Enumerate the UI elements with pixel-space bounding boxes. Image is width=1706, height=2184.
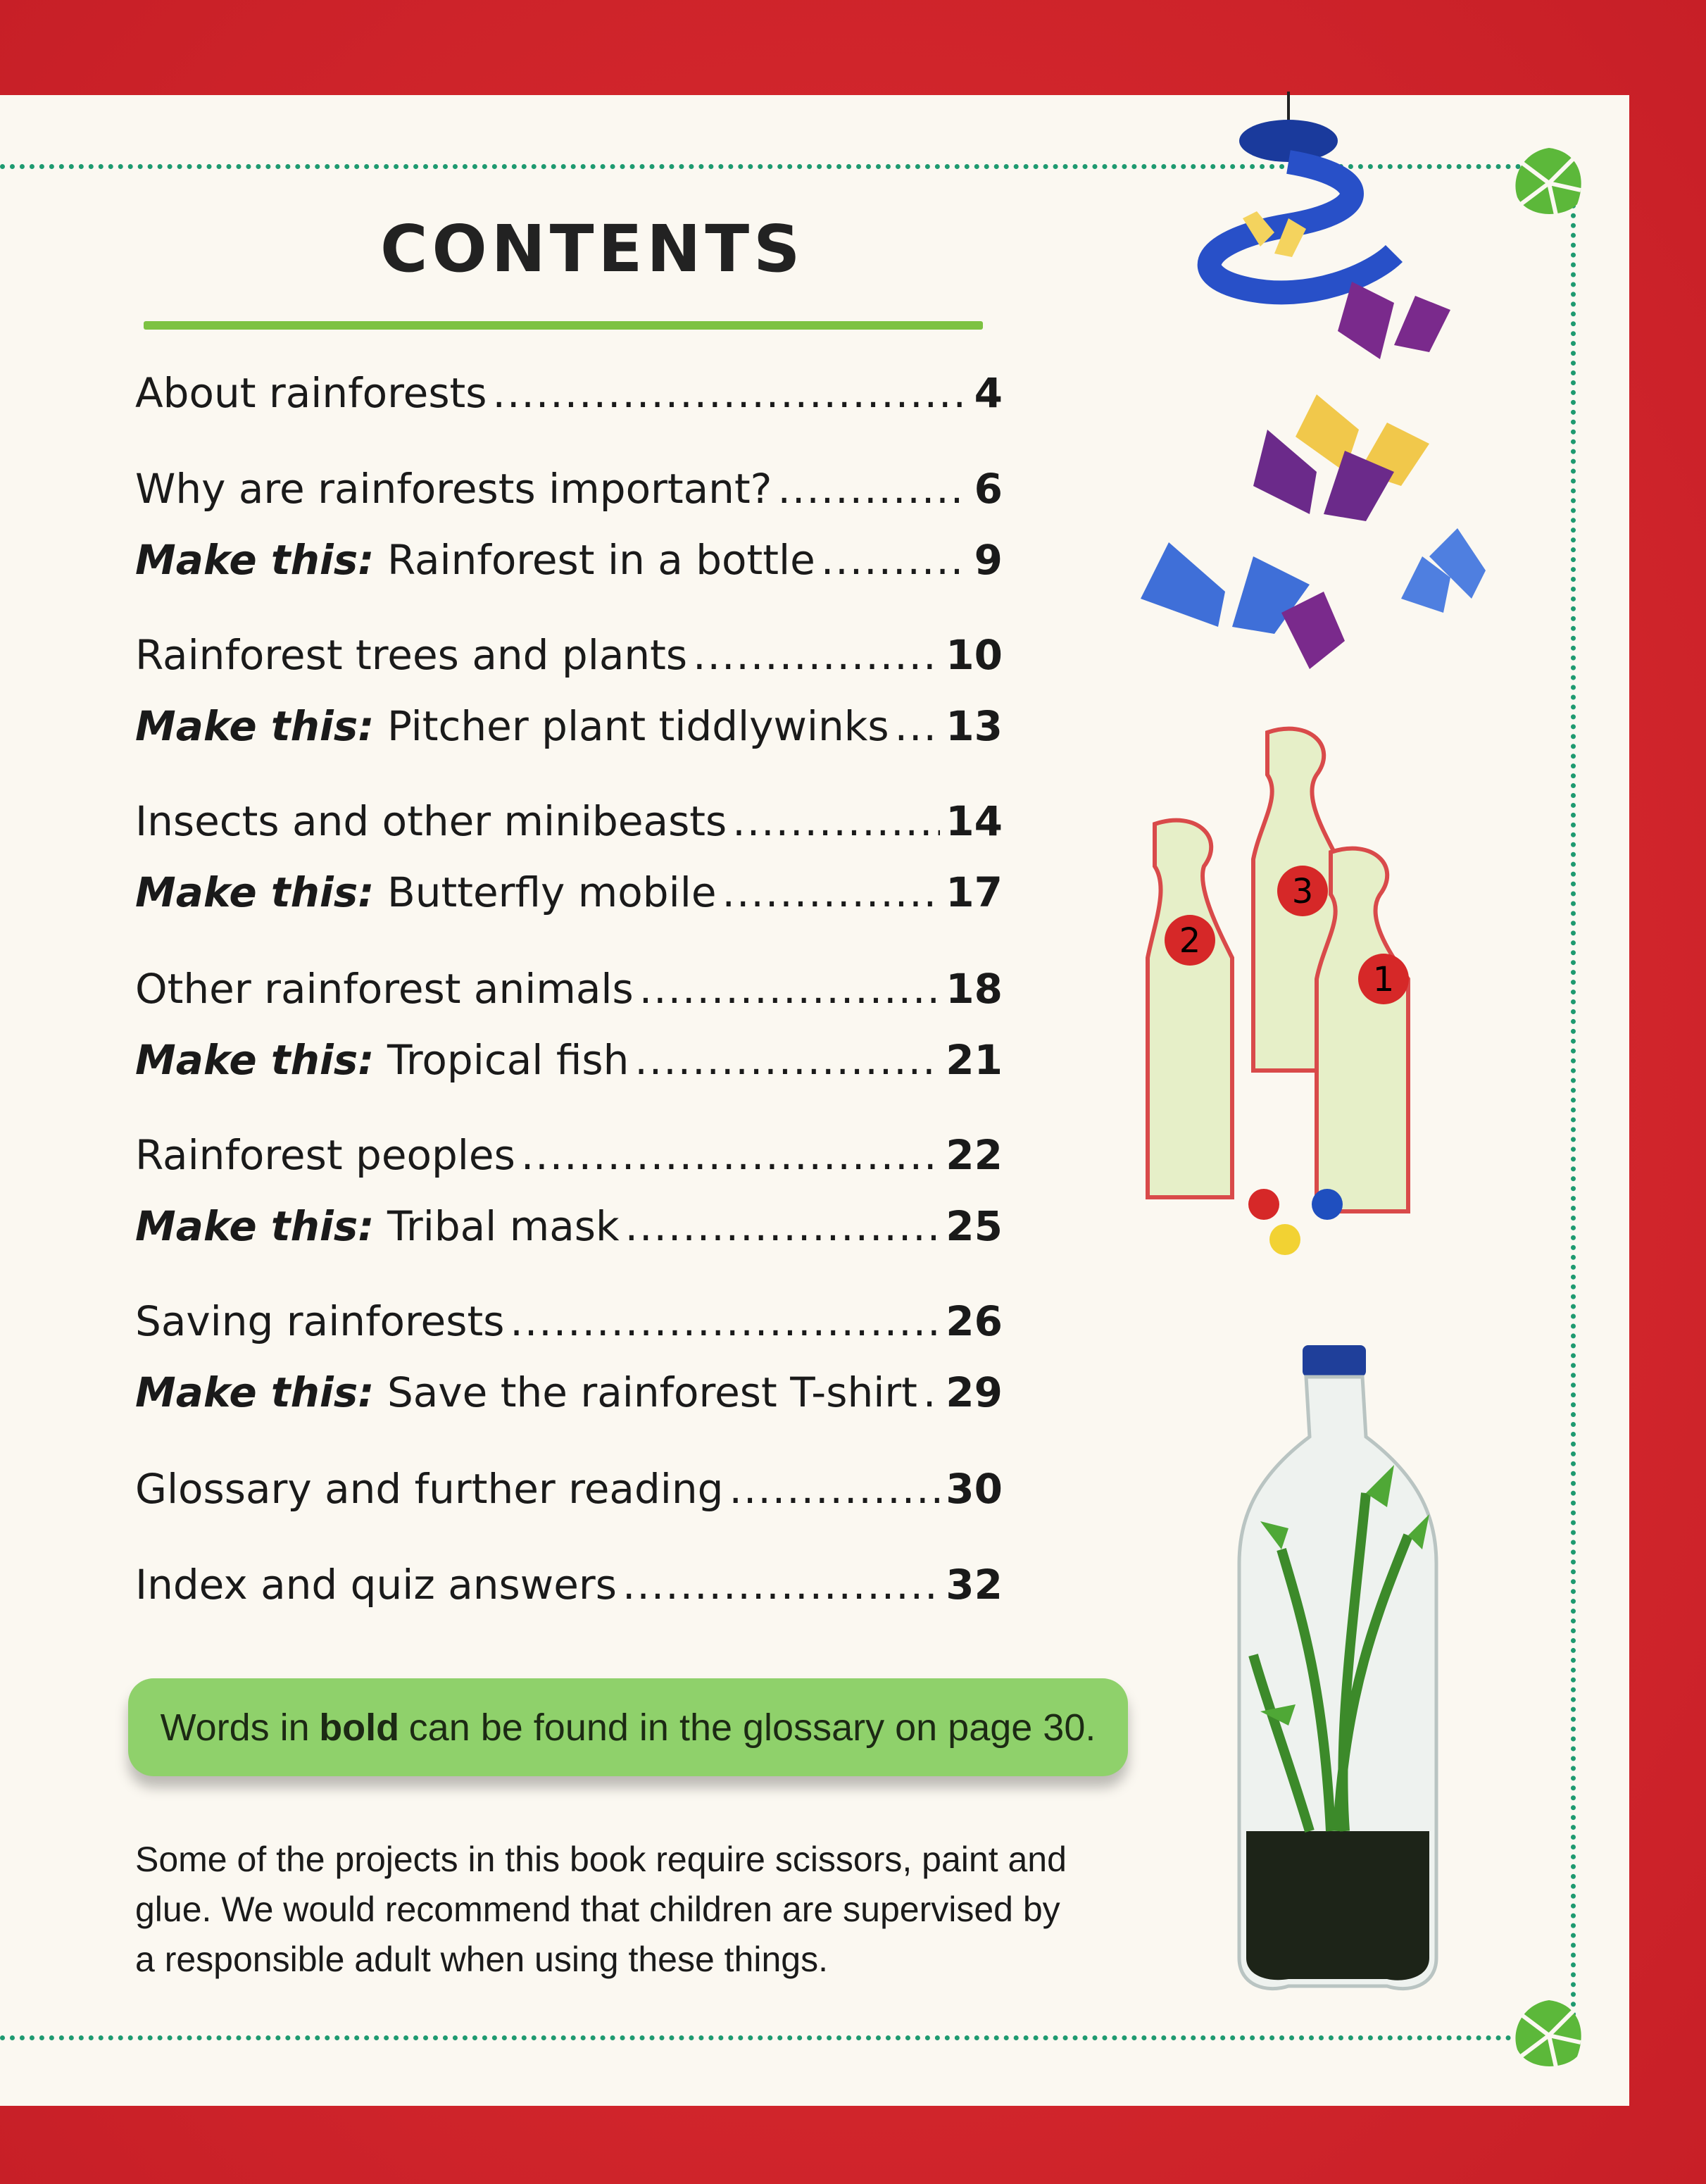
pitcher-plant-tiddlywinks-image	[1127, 718, 1493, 1324]
toc-entry[interactable]	[135, 961, 1003, 1017]
rainforest-bottle-image	[1225, 1338, 1464, 2014]
tiddlywink-number: 3	[1291, 872, 1314, 911]
toc-page-number: 29	[946, 1368, 1003, 1416]
safety-line: a responsible adult when using these things.	[135, 1940, 828, 1979]
dot-leader	[634, 1032, 940, 1088]
toc-entry-title: Tribal mask	[387, 1202, 620, 1250]
toc-entry-title: Index and quiz answers	[135, 1561, 617, 1609]
toc-entry-label	[135, 1032, 629, 1088]
make-this-prefix: Make this:	[135, 702, 375, 750]
dot-leader	[493, 365, 969, 421]
make-this-prefix: Make this:	[135, 1202, 375, 1250]
toc-entry-title: Rainforest peoples	[135, 1131, 515, 1179]
dot-leader	[639, 961, 941, 1017]
make-this-prefix: Make this:	[135, 868, 375, 916]
leaf-icon	[1507, 1993, 1591, 2078]
toc-entry-label	[135, 864, 717, 921]
note-text: Words in	[160, 1706, 310, 1749]
dot-leader	[821, 532, 969, 588]
toc-entry-title: Glossary and further reading	[135, 1465, 724, 1513]
toc-page-number: 21	[946, 1036, 1003, 1084]
toc-page-number: 9	[974, 536, 1003, 584]
toc-page-number: 17	[946, 868, 1003, 916]
toc-entry-label	[135, 1461, 723, 1517]
dot-leader	[693, 627, 940, 683]
toc-entry-label	[135, 961, 634, 1017]
butterfly-mobile-image	[1077, 92, 1500, 697]
toc-entry-title: Other rainforest animals	[135, 965, 634, 1013]
toc-entry-title: Save the rainforest T-shirt	[387, 1368, 917, 1416]
toc-entry[interactable]	[135, 793, 1003, 849]
toc-entry[interactable]	[135, 1293, 1003, 1349]
safety-notice	[135, 1835, 1149, 1985]
toc-entry-title: Pitcher plant tiddlywinks	[387, 702, 889, 750]
toc-entry-title: Rainforest trees and plants	[135, 631, 688, 679]
dot-leader	[622, 1556, 940, 1613]
dot-leader	[895, 698, 941, 754]
safety-line: Some of the projects in this book require scissors, paint and	[135, 1840, 1067, 1879]
dot-leader	[521, 1127, 940, 1183]
toc-entry-label	[135, 1293, 504, 1349]
toc-entry-label	[135, 1198, 620, 1254]
note-text: can be found in the glossary on page 30.	[408, 1706, 1096, 1749]
toc-entry[interactable]	[135, 1198, 1003, 1254]
toc-page-number: 22	[946, 1131, 1003, 1179]
toc-entry-label	[135, 1364, 917, 1421]
toc-page-number: 4	[974, 369, 1003, 417]
toc-entry[interactable]	[135, 1461, 1003, 1517]
tiddlywink-number: 2	[1179, 921, 1201, 961]
toc-page-number: 18	[946, 965, 1003, 1013]
toc-page-number: 10	[946, 631, 1003, 679]
toc-entry[interactable]	[135, 461, 1003, 517]
toc-entry-title: Insects and other minibeasts	[135, 797, 727, 845]
toc-page-number: 14	[946, 797, 1003, 845]
make-this-prefix: Make this:	[135, 1036, 375, 1084]
toc-entry[interactable]	[135, 627, 1003, 683]
make-this-prefix: Make this:	[135, 1368, 375, 1416]
toc-page-number: 32	[946, 1561, 1003, 1609]
dot-leader	[625, 1198, 941, 1254]
dot-leader	[510, 1293, 940, 1349]
toc-entry[interactable]	[135, 1032, 1003, 1088]
make-this-prefix: Make this:	[135, 536, 375, 584]
toc-page-number: 6	[974, 465, 1003, 513]
toc-entry-label	[135, 698, 889, 754]
toc-entry-title: Saving rainforests	[135, 1297, 505, 1345]
dot-leader	[777, 461, 968, 517]
toc-entry-title: Tropical fish	[387, 1036, 629, 1084]
toc-entry[interactable]	[135, 532, 1003, 588]
toc-entry-title: Butterfly mobile	[387, 868, 717, 916]
toc-entry-label	[135, 1127, 515, 1183]
safety-line: glue. We would recommend that children are supervised by	[135, 1890, 1060, 1929]
toc-page-number: 13	[946, 702, 1003, 750]
toc-entry-label	[135, 461, 772, 517]
toc-entry[interactable]	[135, 365, 1003, 421]
dot-leader	[732, 793, 940, 849]
dot-leader	[729, 1461, 940, 1517]
toc-entry-label	[135, 532, 815, 588]
toc-entry-title: About rainforests	[135, 369, 487, 417]
toc-page-number: 25	[946, 1202, 1003, 1250]
dot-leader	[722, 864, 941, 921]
leaf-icon	[1507, 141, 1591, 225]
toc-entry-title: Why are rainforests important?	[135, 465, 772, 513]
page-title: CONTENTS	[380, 211, 805, 287]
dotted-border-bottom	[0, 2035, 1571, 2040]
toc-entry[interactable]	[135, 1127, 1003, 1183]
toc-page-number: 26	[946, 1297, 1003, 1345]
title-underline	[144, 321, 983, 330]
toc-entry-label	[135, 365, 487, 421]
note-bold-word: bold	[319, 1706, 400, 1749]
toc-entry[interactable]	[135, 1556, 1003, 1613]
toc-entry-label	[135, 793, 727, 849]
glossary-note	[128, 1678, 1128, 1776]
dot-leader	[923, 1364, 940, 1421]
toc-entry-label	[135, 627, 687, 683]
toc-entry[interactable]	[135, 864, 1003, 921]
toc-entry[interactable]	[135, 1364, 1003, 1421]
toc-entry-label	[135, 1556, 617, 1613]
toc-entry[interactable]	[135, 698, 1003, 754]
toc-entry-title: Rainforest in a bottle	[387, 536, 815, 584]
tiddlywink-number: 1	[1372, 960, 1395, 999]
dotted-border-right	[1571, 164, 1576, 2038]
toc-page-number: 30	[946, 1465, 1003, 1513]
